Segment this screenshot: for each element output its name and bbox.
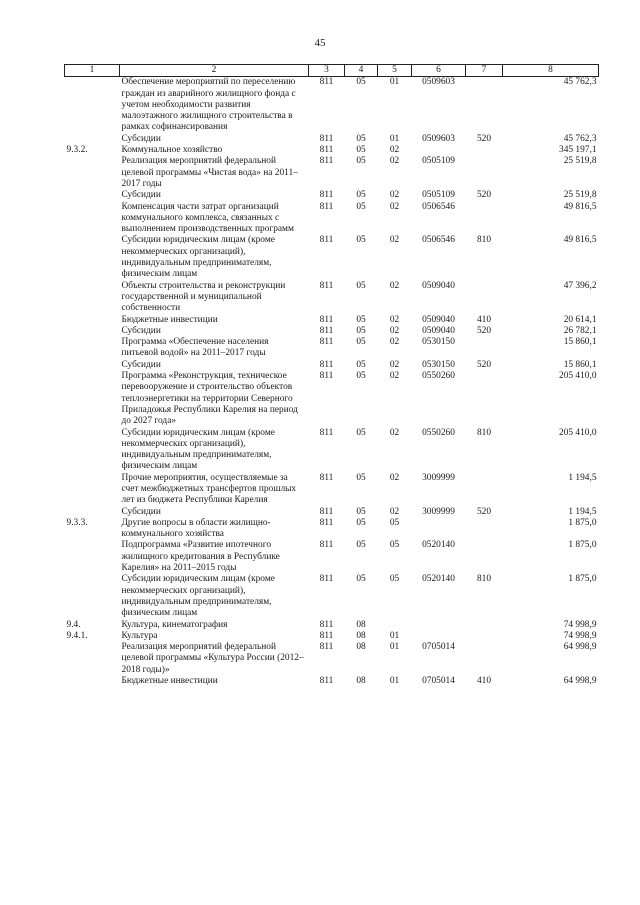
column-header: 5 — [378, 65, 412, 77]
table-row — [65, 145, 599, 156]
section-code: 05 — [356, 201, 366, 212]
column-header: 2 — [120, 65, 309, 77]
table-row — [65, 540, 599, 574]
expense-type-code: 810 — [476, 235, 492, 246]
subsection-code: 02 — [389, 314, 400, 325]
section-code: 05 — [356, 371, 366, 382]
row-number — [65, 574, 120, 619]
target-article-code: 0506546 — [422, 235, 455, 246]
row-name: Субсидии — [121, 359, 161, 370]
row-name: Субсидии — [121, 190, 161, 201]
admin-code: 811 — [319, 676, 334, 687]
subsection-code: 01 — [389, 676, 400, 687]
admin-code: 811 — [319, 472, 334, 483]
expense-type-code — [466, 518, 503, 541]
column-header: 4 — [345, 65, 378, 77]
expense-type-code — [466, 540, 503, 574]
table-row — [65, 428, 599, 473]
row-number — [65, 235, 120, 280]
expense-type-code — [466, 156, 503, 190]
row-name: Субсидии — [121, 133, 161, 144]
target-article-code: 0509603 — [422, 77, 455, 88]
row-number — [65, 360, 120, 371]
row-name: Реализация мероприятий федеральной целевой программы «Культура России (2012–2018 годы)» — [121, 642, 304, 675]
amount: 45 762,3 — [563, 133, 597, 144]
section-code: 05 — [356, 337, 366, 348]
amount: 25 519,8 — [563, 190, 597, 201]
expense-type-code — [466, 473, 503, 507]
expense-type-code — [466, 202, 503, 236]
admin-code: 811 — [319, 133, 334, 144]
admin-code: 811 — [319, 574, 334, 585]
section-code: 05 — [356, 280, 366, 291]
subsection-code: 02 — [389, 145, 400, 156]
amount: 15 860,1 — [563, 359, 597, 370]
subsection-code: 01 — [389, 642, 400, 653]
subsection-code: 01 — [389, 133, 400, 144]
amount: 15 860,1 — [563, 337, 597, 348]
subsection-code: 01 — [389, 77, 400, 88]
table-row — [65, 631, 599, 642]
row-number — [65, 507, 120, 518]
expense-type-code — [466, 145, 503, 156]
expense-type-code: 520 — [476, 506, 492, 517]
section-code: 08 — [356, 630, 366, 641]
target-article-code: 0509603 — [422, 133, 455, 144]
amount: 20 614,1 — [563, 314, 597, 325]
table-row — [65, 473, 599, 507]
subsection-code: 02 — [389, 371, 400, 382]
row-name: Бюджетные инвестиции — [121, 676, 218, 687]
admin-code: 811 — [319, 314, 334, 325]
row-name: Субсидии — [121, 506, 161, 517]
target-article-code: 0506546 — [422, 201, 455, 212]
section-code: 05 — [356, 517, 366, 528]
target-article-code: 0509040 — [422, 314, 455, 325]
table-body — [65, 77, 599, 688]
target-article-code: 0509040 — [422, 325, 455, 336]
target-article-code: 0550260 — [422, 427, 455, 438]
column-header: 6 — [412, 65, 466, 77]
table-row — [65, 134, 599, 145]
admin-code: 811 — [319, 325, 334, 336]
section-code: 05 — [356, 314, 366, 325]
admin-code: 811 — [319, 156, 334, 167]
admin-code: 811 — [319, 540, 334, 551]
target-article-code — [412, 145, 466, 156]
target-article-code — [412, 620, 466, 631]
admin-code: 811 — [319, 145, 334, 156]
row-number — [65, 202, 120, 236]
amount: 74 998,9 — [563, 630, 597, 641]
row-name: Субсидии юридическим лицам (кроме некоммерческих организаций), индивидуальным предпринимателям, физическим лицам — [121, 235, 275, 280]
admin-code: 811 — [319, 337, 334, 348]
subsection-code: 02 — [389, 201, 400, 212]
subsection-code — [378, 620, 412, 631]
amount: 205 410,0 — [559, 371, 597, 382]
target-article-code: 0530150 — [422, 337, 455, 348]
amount: 1 194,5 — [568, 506, 597, 517]
target-article-code: 0520140 — [422, 540, 455, 551]
subsection-code: 02 — [389, 506, 400, 517]
budget-table — [64, 64, 599, 687]
row-number — [65, 190, 120, 201]
amount: 49 816,5 — [563, 201, 597, 212]
amount: 74 998,9 — [563, 619, 597, 630]
table-row — [65, 337, 599, 360]
row-name: Культура, кинематография — [121, 619, 228, 630]
row-name: Программа «Обеспечение населения питьевой водой» на 2011–2017 годы — [121, 337, 269, 359]
expense-type-code: 810 — [476, 574, 492, 585]
row-number — [65, 540, 120, 574]
table-row — [65, 642, 599, 676]
admin-code: 811 — [319, 190, 334, 201]
table-row — [65, 77, 599, 134]
amount: 205 410,0 — [559, 427, 597, 438]
row-name: Субсидии юридическим лицам (кроме некоммерческих организаций), индивидуальным предпринимателям, физическим лицам — [121, 574, 275, 619]
column-header: 8 — [503, 65, 599, 77]
column-header: 7 — [466, 65, 503, 77]
row-number: 9.3.3. — [66, 517, 88, 528]
admin-code: 811 — [319, 642, 334, 653]
subsection-code: 05 — [389, 540, 400, 551]
target-article-code: 0505109 — [422, 156, 455, 167]
amount: 47 396,2 — [563, 280, 597, 291]
table-row — [65, 507, 599, 518]
section-code: 05 — [356, 325, 366, 336]
row-name: Обеспечение мероприятий по переселению граждан из аварийного жилищного фонда с учетом необходимости развития малоэтажного жилищного строительства в рамках софинансирования — [121, 77, 296, 133]
target-article-code: 0550260 — [422, 371, 455, 382]
expense-type-code: 810 — [476, 427, 492, 438]
section-code: 05 — [356, 506, 366, 517]
amount: 1 875,0 — [568, 540, 597, 551]
table-row — [65, 360, 599, 371]
target-article-code: 0705014 — [422, 642, 455, 653]
row-name: Субсидии юридическим лицам (кроме некоммерческих организаций), индивидуальным предпринимателям, физическим лицам — [121, 427, 275, 472]
amount: 64 998,9 — [563, 642, 597, 653]
row-number — [65, 473, 120, 507]
row-number — [65, 371, 120, 427]
subsection-code: 05 — [389, 517, 400, 528]
amount: 64 998,9 — [563, 676, 597, 687]
expense-type-code — [466, 631, 503, 642]
admin-code: 811 — [319, 77, 334, 88]
table-row — [65, 574, 599, 619]
expense-type-code: 520 — [476, 190, 492, 201]
expense-type-code: 520 — [476, 133, 492, 144]
row-number — [65, 134, 120, 145]
table-row — [65, 190, 599, 201]
admin-code: 811 — [319, 619, 334, 630]
section-code: 05 — [356, 133, 366, 144]
section-code: 05 — [356, 540, 366, 551]
admin-code: 811 — [319, 371, 334, 382]
section-code: 05 — [356, 427, 366, 438]
table-row — [65, 518, 599, 541]
column-header: 3 — [309, 65, 345, 77]
section-code: 05 — [356, 190, 366, 201]
admin-code: 811 — [319, 235, 334, 246]
target-article-code — [412, 631, 466, 642]
target-article-code: 0520140 — [422, 574, 455, 585]
column-header: 1 — [65, 65, 120, 77]
section-code: 05 — [356, 156, 366, 167]
subsection-code: 02 — [389, 235, 400, 246]
page-number: 45 — [314, 37, 326, 49]
table-row — [65, 281, 599, 315]
header-row — [65, 65, 599, 77]
expense-type-code: 520 — [476, 359, 492, 370]
row-name: Программа «Реконструкция, техническое перевооружение и строительство объектов теплоэнергетики на территории Северного Приладожья Республики Карелия на период до 2027 года» — [121, 371, 298, 427]
target-article-code — [412, 518, 466, 541]
admin-code: 811 — [319, 201, 334, 212]
section-code: 08 — [356, 642, 366, 653]
row-name: Культура — [121, 630, 158, 641]
admin-code: 811 — [319, 506, 334, 517]
subsection-code: 02 — [389, 472, 400, 483]
row-name: Другие вопросы в области жилищно-коммунального хозяйства — [121, 517, 271, 540]
expense-type-code — [466, 281, 503, 315]
row-name: Подпрограмма «Развитие ипотечного жилищного кредитования в Республике Карелия» на 2011–2015 годы — [121, 540, 280, 574]
row-name: Коммунальное хозяйство — [121, 145, 223, 156]
target-article-code: 3009999 — [422, 472, 455, 483]
expense-type-code: 410 — [476, 676, 492, 687]
amount: 345 197,1 — [559, 145, 597, 156]
expense-type-code — [466, 642, 503, 676]
table-row — [65, 156, 599, 190]
target-article-code: 0530150 — [422, 359, 455, 370]
row-number: 9.4.1. — [66, 630, 88, 641]
admin-code: 811 — [319, 630, 334, 641]
row-name: Субсидии — [121, 325, 161, 336]
row-number: 9.4. — [66, 619, 81, 630]
row-name: Компенсация части затрат организаций коммунального комплекса, связанных с выполнением производственных программ — [121, 201, 294, 235]
table-row — [65, 326, 599, 337]
subsection-code: 02 — [389, 190, 400, 201]
subsection-code: 05 — [389, 574, 400, 585]
table-row — [65, 315, 599, 326]
admin-code: 811 — [319, 280, 334, 291]
row-name: Прочие мероприятия, осуществляемые за счет межбюджетных трансфертов прошлых лет из бюджета Республики Карелия — [121, 472, 297, 506]
subsection-code: 02 — [389, 427, 400, 438]
section-code: 05 — [356, 472, 366, 483]
row-number — [65, 428, 120, 473]
table-row — [65, 676, 599, 687]
subsection-code: 02 — [389, 280, 400, 291]
amount: 49 816,5 — [563, 235, 597, 246]
subsection-code: 02 — [389, 325, 400, 336]
expense-type-code — [466, 77, 503, 134]
row-name: Объекты строительства и реконструкции государственной и муниципальной собственности — [121, 280, 286, 314]
section-code: 05 — [356, 574, 366, 585]
section-code: 05 — [356, 145, 366, 156]
section-code: 05 — [356, 235, 366, 246]
amount: 26 782,1 — [563, 325, 597, 336]
expense-type-code: 520 — [476, 325, 492, 336]
target-article-code: 0505109 — [422, 190, 455, 201]
amount: 45 762,3 — [563, 77, 597, 88]
admin-code: 811 — [319, 517, 334, 528]
row-name: Бюджетные инвестиции — [121, 314, 218, 325]
section-code: 08 — [356, 676, 366, 687]
row-number — [65, 156, 120, 190]
expense-type-code — [466, 620, 503, 631]
section-code: 08 — [356, 619, 366, 630]
amount: 1 875,0 — [568, 517, 597, 528]
admin-code: 811 — [319, 427, 334, 438]
table-row — [65, 371, 599, 427]
amount: 1 875,0 — [568, 574, 597, 585]
target-article-code: 0509040 — [422, 280, 455, 291]
amount: 25 519,8 — [563, 156, 597, 167]
subsection-code: 02 — [389, 359, 400, 370]
row-name: Реализация мероприятий федеральной целевой программы «Чистая вода» на 2011–2017 годы — [121, 156, 298, 189]
row-number — [65, 326, 120, 337]
expense-type-code — [466, 371, 503, 427]
admin-code: 811 — [319, 359, 334, 370]
row-number — [65, 77, 120, 134]
row-number — [65, 642, 120, 676]
row-number: 9.3.2. — [66, 145, 88, 156]
table-row — [65, 202, 599, 236]
row-number — [65, 315, 120, 326]
row-number — [65, 281, 120, 315]
row-number — [65, 676, 120, 687]
subsection-code: 01 — [389, 630, 400, 641]
target-article-code: 0705014 — [422, 676, 455, 687]
section-code: 05 — [356, 77, 366, 88]
target-article-code: 3009999 — [422, 506, 455, 517]
expense-type-code — [466, 337, 503, 360]
amount: 1 194,5 — [568, 472, 597, 483]
section-code: 05 — [356, 359, 366, 370]
table-row — [65, 620, 599, 631]
expense-type-code: 410 — [476, 314, 492, 325]
subsection-code: 02 — [389, 337, 400, 348]
row-number — [65, 337, 120, 360]
subsection-code: 02 — [389, 156, 400, 167]
table-row — [65, 235, 599, 280]
